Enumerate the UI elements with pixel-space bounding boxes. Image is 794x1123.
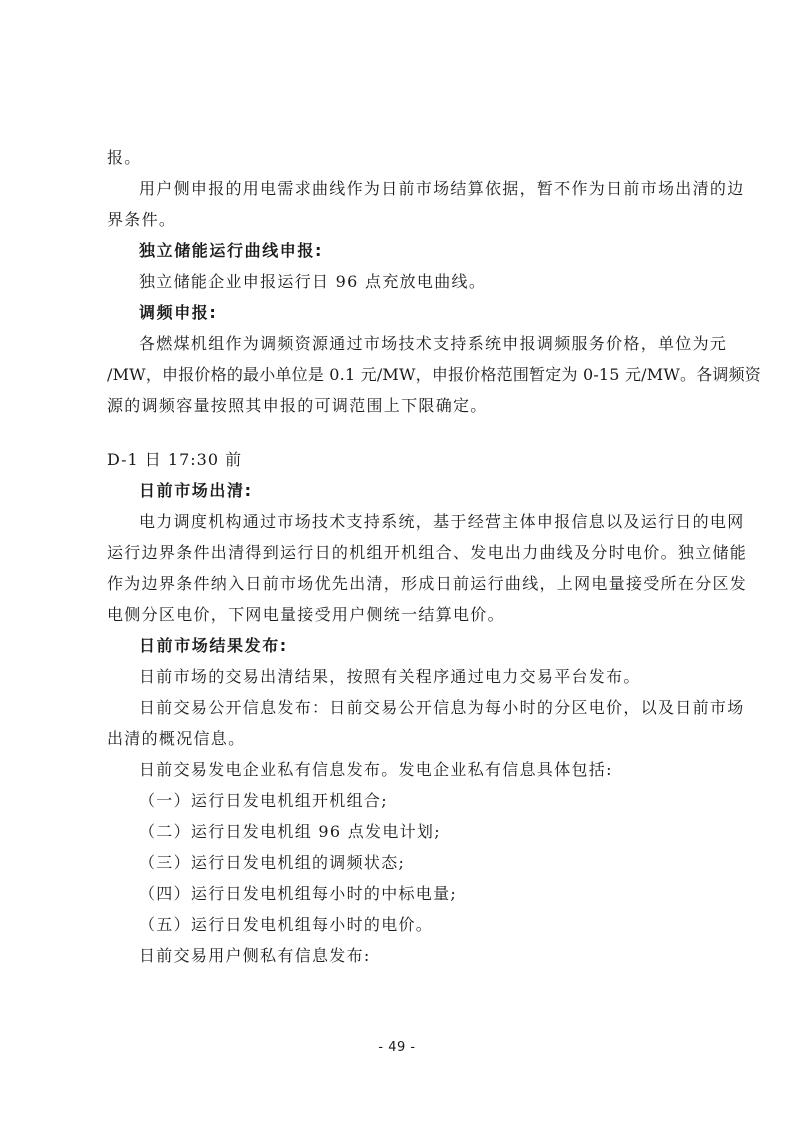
list-item: （一）运行日发电机组开机组合; <box>139 791 388 810</box>
paragraph-line: 电侧分区电价，下网电量接受用户侧统一结算电价。 <box>107 605 505 624</box>
paragraph-line: 独立储能企业申报运行日 96 点充放电曲线。 <box>139 272 487 291</box>
section-heading-deadline: D-1 日 17:30 前 <box>107 450 243 469</box>
paragraph-line: 作为边界条件纳入日前市场优先出清，形成日前运行曲线，上网电量接受所在分区发 <box>107 574 748 593</box>
subheading-day-ahead-clearing: 日前市场出清: <box>139 481 253 500</box>
list-item: （二）运行日发电机组 96 点发电计划; <box>139 822 441 841</box>
list-item: （五）运行日发电机组每小时的电价。 <box>139 915 434 934</box>
paragraph-line: 日前交易发电企业私有信息发布。发电企业私有信息具体包括: <box>139 760 613 779</box>
list-item: （三）运行日发电机组的调频状态; <box>139 853 406 872</box>
paragraph-line: /MW，申报价格的最小单位是 0.1 元/MW，申报价格范围暂定为 0-15 元/MW。各调频资 <box>107 365 761 384</box>
subheading-results-release: 日前市场结果发布: <box>139 636 288 655</box>
paragraph-line: 用户侧申报的用电需求曲线作为日前市场结算依据，暂不作为日前市场出清的边 <box>139 179 745 198</box>
paragraph-line: 各燃煤机组作为调频资源通过市场技术支持系统申报调频服务价格，单位为元 <box>139 334 728 353</box>
list-item: （四）运行日发电机组每小时的中标电量; <box>139 884 458 903</box>
paragraph-line: 报。 <box>107 148 142 167</box>
subheading-frequency-regulation: 调频申报: <box>139 303 218 322</box>
paragraph-line: 电力调度机构通过市场技术支持系统，基于经营主体申报信息以及运行日的电网 <box>139 512 745 531</box>
paragraph-line: 运行边界条件出清得到运行日的机组开机组合、发电出力曲线及分时电价。独立储能 <box>107 543 748 562</box>
paragraph-line: 日前市场的交易出清结果，按照有关程序通过电力交易平台发布。 <box>139 667 641 686</box>
paragraph-line: 出清的概况信息。 <box>107 729 246 748</box>
paragraph-line: 日前交易公开信息发布：日前交易公开信息为每小时的分区电价，以及日前市场 <box>139 698 745 717</box>
paragraph-line: 日前交易用户侧私有信息发布: <box>139 946 371 965</box>
subheading-independent-storage: 独立储能运行曲线申报: <box>139 241 323 260</box>
page-number: - 49 - <box>378 1040 416 1055</box>
paragraph-line: 界条件。 <box>107 210 177 229</box>
paragraph-line: 源的调频容量按照其申报的可调范围上下限确定。 <box>107 396 488 415</box>
